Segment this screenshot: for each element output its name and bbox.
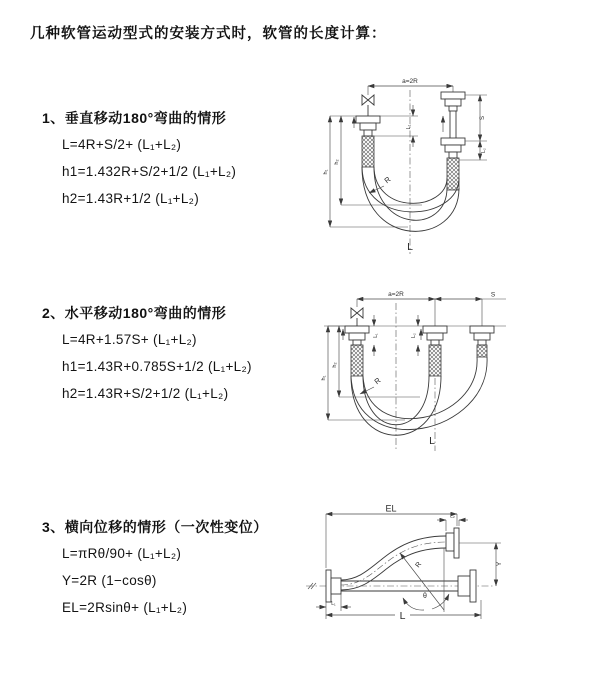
middle-pipe-fitting [423,326,447,376]
left-flange [326,570,341,602]
right-pipe-fitting [441,92,465,190]
left-pipe-fitting [345,326,369,376]
diagram-vertical-180-bend [310,70,600,260]
angle-arc [432,594,449,609]
dim-label-l2: L₂ [411,333,417,338]
formula-line: L=4R+1.57S+ (L₁+L₂) [62,332,197,347]
dim-label-l1: L₁ [406,124,412,130]
length-label: L [407,241,413,253]
hose-displaced-position [341,536,446,580]
dim-label-l2: L₂ [481,148,487,153]
section-1-heading: 1、垂直移动180°弯曲的情形 [42,110,227,126]
radius-label: R [372,375,383,387]
hose-curve [351,357,487,430]
formula-line: h2=1.43R+1/2 (L₁+L₂) [62,191,200,206]
section-2-heading: 2、水平移动180°弯曲的情形 [42,305,227,321]
dim-label-h2: h₂ [334,159,340,165]
formula-line: h1=1.432R+S/2+1/2 (L₁+L₂) [62,164,237,179]
valve-icon [351,308,363,326]
dim-label-a2r: a=2R [402,78,418,85]
dim-label-l2: L₂ [450,513,455,520]
dim-label-y: Y [496,561,503,567]
braided-hose-section [351,345,363,376]
page-title: 几种软管运动型式的安装方式时，软管的长度计算： [30,26,387,42]
left-pipe-fitting [356,116,380,167]
upper-right-flange [446,528,459,558]
dim-label-h1: h₁ [321,375,327,381]
dim-label-h2: h₂ [332,362,338,368]
dim-label-s: S [480,115,486,121]
valve-icon [362,95,374,116]
radius-label: R [382,174,393,186]
hose-curve [374,167,447,203]
dim-label-a2r: a=2R [388,291,404,298]
braided-hose-section [477,345,487,357]
braided-hose-section [362,136,374,167]
formula-line: h1=1.43R+0.785S+1/2 (L₁+L₂) [62,359,252,374]
hose-curve [362,167,459,231]
dim-label-h1: h₁ [323,169,329,175]
formula-line: h2=1.43R+S/2+1/2 (L₁+L₂) [62,386,229,401]
diagram-horizontal-180-bend [310,283,600,468]
radius-label: R [414,560,424,570]
angle-label: θ [423,593,427,600]
angle-arc [403,598,424,610]
formula-line: Y=2R (1−cosθ) [62,573,157,588]
dim-label-s: S [490,291,496,299]
dim-label-l1: L₁ [373,333,379,338]
length-label: L [429,435,435,447]
diagram-lateral-displacement [298,500,598,660]
right-flange [458,570,476,602]
section-3-heading: 3、横向位移的情形（一次性变位） [42,519,268,535]
braided-hose-section [447,158,459,190]
length-label: L [399,610,406,622]
braided-hose-section [429,345,441,376]
right-pipe-fitting [470,326,494,357]
formula-line: L=4R+S/2+ (L₁+L₂) [62,137,182,152]
hose-curve [363,357,477,419]
dim-label-l1: L₁ [331,601,336,607]
radius-line [400,553,444,610]
formula-line: EL=2Rsinθ+ (L₁+L₂) [62,600,188,615]
formula-line: L=πRθ/90+ (L₁+L₂) [62,546,182,561]
dim-label-el: EL [385,503,397,514]
hose-displaced-position [341,548,446,590]
